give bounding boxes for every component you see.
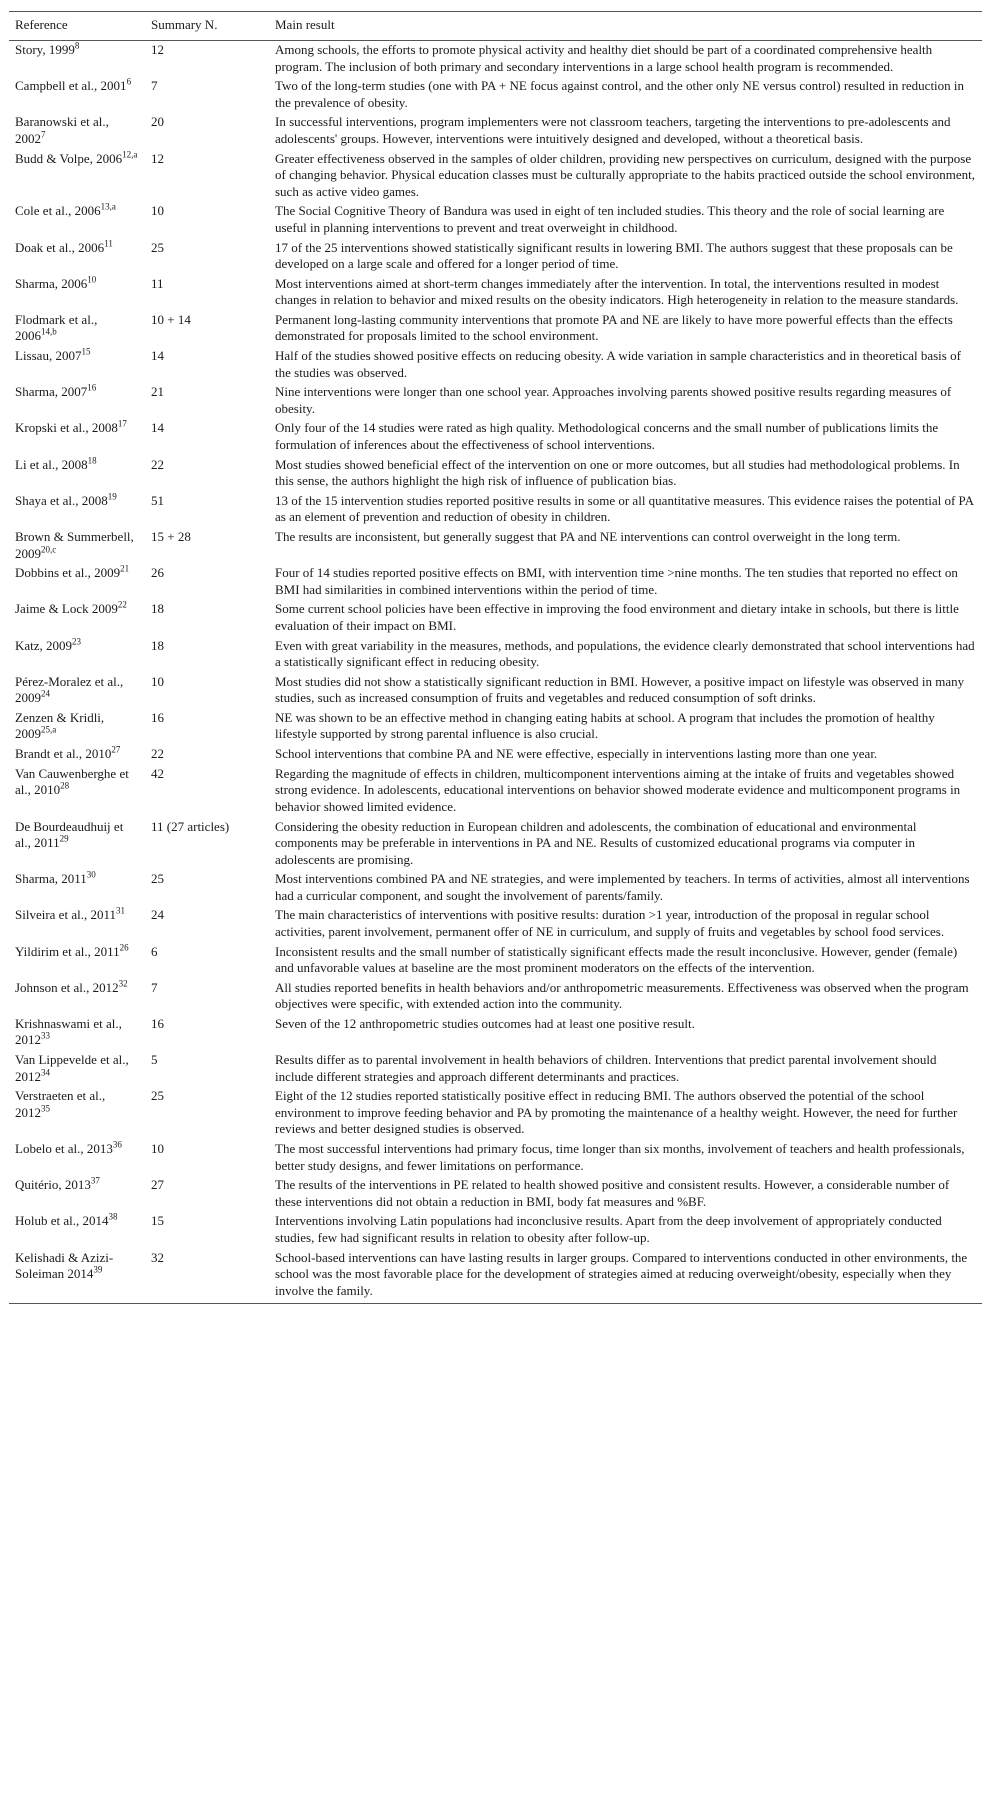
main-result-cell: The main characteristics of interventions with positive results: duration >1 year, introduction of the proposal in regular school activities, parent involvement, permanent offer of NE in curriculum, and supply of fruits and vegetables by school food services.	[275, 907, 945, 939]
summary-n-cell: 12	[151, 150, 164, 166]
summary-n-cell: 10	[151, 673, 164, 689]
table-row	[9, 491, 982, 527]
reference-text: Brown & Summerbell, 2009	[15, 529, 134, 561]
reference-citation: 34	[41, 1067, 50, 1078]
reference-cell	[9, 708, 145, 744]
reference-text: Sharma, 2006	[15, 275, 88, 291]
reference-cell	[9, 764, 145, 817]
summary-n-cell: 10	[151, 1141, 164, 1157]
main-result-cell: Some current school policies have been effective in improving the food environment and dietary intake in schools, but there is little evaluation of their impact on BMI.	[275, 601, 959, 633]
table-row	[9, 310, 982, 346]
summary-n-cell: 10	[151, 203, 164, 219]
reference-cell	[9, 202, 145, 238]
main-result-cell: Most interventions combined PA and NE strategies, and were implemented by teachers. In terms of activities, almost all interventions had a curricular component, and sought the involvement of parents/family.	[275, 871, 970, 903]
table-row	[9, 978, 982, 1014]
table-row	[9, 113, 982, 149]
reference-citation: 10	[87, 274, 97, 285]
table-row	[9, 1139, 982, 1175]
reference-citation: 22	[117, 600, 127, 611]
table-row	[9, 1176, 982, 1212]
summary-n-cell: 15 + 28	[151, 529, 191, 545]
reference-text: Yildirim et al., 2011	[15, 943, 120, 959]
main-result-cell: The most successful interventions had primary focus, time longer than six months, involvement of teachers and health professionals, better study designs, and fewer limitations on performance.	[275, 1141, 965, 1173]
main-result-cell: Even with great variability in the measures, methods, and populations, the evidence clearly demonstrated that school interventions had a statistically significant effect in reducing obesity.	[275, 637, 975, 670]
summary-n-cell: 27	[151, 1177, 164, 1193]
reference-citation: 12,a	[122, 149, 138, 160]
table-body	[9, 40, 982, 1304]
reference-citation: 35	[41, 1103, 50, 1114]
main-result-cell: Considering the obesity reduction in European children and adolescents, the combination of educational and environmental components may be preferable in interventions in PA and NE. Results of customized educational programs via computer in adolescents are promising.	[275, 818, 917, 867]
main-result-cell: Nine interventions were longer than one school year. Approaches involving parents showed positive results regarding measures of obesity.	[275, 384, 952, 416]
reference-cell	[9, 1087, 145, 1140]
reference-text: Silveira et al., 2011	[15, 907, 116, 923]
main-result-cell: 17 of the 25 interventions showed statistically significant results in lowering BMI. The authors suggest that these proposals can be developed on a large scale and offered for a longer period of time.	[275, 239, 953, 272]
reference-citation: 38	[108, 1212, 118, 1223]
table-row	[9, 1212, 982, 1248]
reference-text: Sharma, 2007	[15, 384, 88, 400]
summary-n-cell: 6	[151, 943, 158, 959]
table-row	[9, 149, 982, 202]
reference-citation: 11	[104, 238, 113, 249]
reference-cell	[9, 149, 145, 202]
summary-n-cell: 18	[151, 601, 164, 617]
reference-text: Lissau, 2007	[15, 348, 82, 364]
reference-citation: 32	[118, 978, 128, 989]
reference-text: Baranowski et al., 2002	[15, 114, 109, 146]
reference-citation: 24	[41, 688, 50, 699]
main-result-cell: Regarding the magnitude of effects in children, multicomponent interventions aiming at the intake of fruits and vegetables showed strong evidence. In adolescents, educational interventions on behavior showed moderate evidence and multicomponent programs in behavior showed limited evidence.	[275, 765, 961, 814]
reference-citation: 23	[72, 636, 82, 647]
table-row	[9, 419, 982, 455]
header-row	[9, 12, 982, 41]
reference-cell	[9, 40, 145, 77]
reference-cell	[9, 600, 145, 636]
main-result-cell: The Social Cognitive Theory of Bandura was used in eight of ten included studies. This theory and the role of social learning are useful in planning interventions to prevent and treat overweight in childhood.	[275, 203, 945, 235]
reference-cell	[9, 817, 145, 870]
summary-n-cell: 22	[151, 456, 164, 472]
reference-citation: 21	[120, 563, 130, 574]
reference-cell	[9, 1248, 145, 1304]
reference-cell	[9, 1212, 145, 1248]
table-row	[9, 942, 982, 978]
summary-n-cell: 16	[151, 1015, 164, 1031]
reference-citation: 29	[59, 833, 69, 844]
table-row	[9, 906, 982, 942]
reference-text: Van Cauwenberghe et al., 2010	[15, 765, 129, 798]
table-row	[9, 672, 982, 708]
header-summary-n: Summary N.	[145, 12, 269, 41]
main-result-cell: NE was shown to be an effective method in changing eating habits at school. A program that includes the promotion of healthy lifestyle supported by strong parental influence is also crucial.	[275, 709, 935, 742]
reference-text: Sharma, 2011	[15, 871, 87, 887]
summary-n-cell: 16	[151, 709, 164, 725]
reference-text: Brandt et al., 2010	[15, 746, 112, 762]
table-row	[9, 383, 982, 419]
reference-cell	[9, 238, 145, 274]
main-result-cell: Greater effectiveness observed in the samples of older children, providing new perspectives on curriculum, designed with the purpose of changing behavior. Physical education classes must be culturally appropriate to the habits practiced outside the school environment, such as active video games.	[275, 150, 976, 199]
summary-n-cell: 25	[151, 871, 164, 887]
table-row	[9, 870, 982, 906]
reference-text: Jaime & Lock 2009	[15, 601, 118, 617]
reference-cell	[9, 672, 145, 708]
reference-cell	[9, 1176, 145, 1212]
reference-text: Pérez-Moralez et al., 2009	[15, 673, 124, 706]
table-row	[9, 455, 982, 491]
reference-cell	[9, 274, 145, 310]
table-row	[9, 40, 982, 77]
reference-text: Kropski et al., 2008	[15, 420, 118, 436]
table-row	[9, 745, 982, 765]
main-result-cell: Eight of the 12 studies reported statistically positive effect in reducing BMI. The authors observed the potential of the school environment to improve feeding behavior and PA by promoting the maintenance of a healthy weight. However, the need for further reviews and better designed studies is observed.	[275, 1088, 958, 1137]
reference-cell	[9, 636, 145, 672]
reference-cell	[9, 1051, 145, 1087]
reference-cell	[9, 1014, 145, 1050]
main-result-cell: Inconsistent results and the small number of statistically significant effects made the result inconclusive. However, gender (female) and unfavorable values at baseline are the most prominent moderators on the effects of the intervention.	[275, 943, 958, 976]
reference-citation: 17	[117, 419, 127, 430]
reference-citation: 31	[115, 906, 125, 917]
reference-cell	[9, 419, 145, 455]
reference-text: Lobelo et al., 2013	[15, 1141, 113, 1157]
table-row	[9, 708, 982, 744]
main-result-cell: Two of the long-term studies (one with PA + NE focus against control, and the other only NE versus control) resulted in reduction in the prevalence of obesity.	[275, 78, 965, 110]
header-reference: Reference	[9, 12, 145, 41]
reference-cell	[9, 564, 145, 600]
reference-cell	[9, 906, 145, 942]
reference-cell	[9, 310, 145, 346]
main-result-cell: School-based interventions can have lasting results in larger groups. Compared to interventions conducted in other environments, the school was the most favorable place for the development of strategies aimed at reducing overweight/obesity, especially when they involve the family.	[269, 1248, 982, 1304]
summary-n-cell: 14	[151, 420, 164, 436]
reference-cell	[9, 942, 145, 978]
reference-citation: 30	[86, 869, 96, 880]
reference-citation: 6	[126, 76, 132, 87]
summary-n-cell: 7	[151, 979, 158, 995]
reference-text: Verstraeten et al., 2012	[15, 1088, 106, 1120]
reference-citation: 8	[74, 40, 80, 51]
reference-text: Johnson et al., 2012	[15, 979, 119, 995]
main-result-cell: Most studies did not show a statistically significant reduction in BMI. However, a positive impact on lifestyle was observed in many studies, such as increased consumption of fruits and vegetables and reduced consumption of soft drinks.	[275, 673, 965, 706]
reference-cell	[9, 870, 145, 906]
summary-n-cell: 15	[151, 1213, 164, 1229]
reference-text: Holub et al., 2014	[15, 1213, 109, 1229]
table-row	[9, 764, 982, 817]
table-row	[9, 1248, 982, 1304]
reference-citation: 13,a	[100, 202, 116, 213]
table-row	[9, 817, 982, 870]
reference-text: Story, 1999	[15, 42, 75, 58]
summary-n-cell: 32	[145, 1248, 269, 1304]
main-result-cell: Results differ as to parental involvement in health behaviors of children. Interventions that predict parental involvement should include different strategies and approach different determinants and practices.	[275, 1052, 937, 1084]
reference-citation: 28	[60, 781, 70, 792]
table-row	[9, 1014, 982, 1050]
reference-cell	[9, 77, 145, 113]
table-row	[9, 202, 982, 238]
reference-citation: 36	[112, 1139, 122, 1150]
summary-n-cell: 22	[151, 746, 164, 762]
reference-text: Kelishadi & Azizi-Soleiman 2014	[15, 1249, 114, 1282]
reference-citation: 37	[90, 1175, 100, 1186]
summary-n-cell: 51	[151, 492, 164, 508]
main-result-cell: Most studies showed beneficial effect of the intervention on one or more outcomes, but all studies had methodological problems. In this sense, the authors highlight the high risk of influence of publication bias.	[275, 456, 960, 489]
main-result-cell: Interventions involving Latin populations had inconclusive results. Apart from the deep involvement of appropriately conducted studies, few had significant results in relation to obesity after follow-up.	[275, 1213, 942, 1245]
summary-n-cell: 14	[151, 348, 164, 364]
main-result-cell: Permanent long-lasting community interventions that promote PA and NE are likely to have more powerful effects than the effects demonstrated for proposals limited to the school environment.	[275, 311, 953, 344]
summary-n-cell: 20	[151, 114, 164, 130]
summary-n-cell: 12	[151, 42, 164, 58]
reference-citation: 7	[41, 129, 46, 140]
table-row	[9, 564, 982, 600]
reference-cell	[9, 1139, 145, 1175]
reference-text: Van Lippevelde et al., 2012	[15, 1052, 129, 1084]
reference-text: Budd & Volpe, 2006	[15, 150, 123, 166]
reference-text: Campbell et al., 2001	[15, 78, 127, 94]
table-row	[9, 77, 982, 113]
reference-citation: 16	[87, 382, 97, 393]
table-row	[9, 238, 982, 274]
summary-n-cell: 10 + 14	[151, 311, 191, 327]
reference-citation: 25,a	[41, 725, 57, 736]
reference-citation: 27	[111, 744, 121, 755]
table-row	[9, 274, 982, 310]
reference-citation: 19	[107, 491, 117, 502]
reference-cell	[9, 978, 145, 1014]
reference-citation: 14,b	[41, 327, 57, 338]
reference-text: Quitério, 2013	[15, 1177, 91, 1193]
main-result-cell: Half of the studies showed positive effects on reducing obesity. A wide variation in sample characteristics and in theoretical basis of the studies was observed.	[275, 348, 961, 380]
summary-n-cell: 5	[151, 1052, 158, 1068]
reference-text: Cole et al., 2006	[15, 203, 101, 219]
reference-text: Li et al., 2008	[15, 456, 88, 472]
reference-citation: 20,c	[41, 544, 57, 555]
reference-cell	[9, 527, 145, 563]
reference-citation: 26	[119, 942, 129, 953]
main-result-cell: Among schools, the efforts to promote physical activity and healthy diet should be part of a coordinated comprehensive health program. The inclusion of both primary and secondary interventions in a large school health program is recommended.	[275, 42, 933, 74]
summary-n-cell: 25	[151, 239, 164, 255]
table-row	[9, 527, 982, 563]
main-result-cell: School interventions that combine PA and NE were effective, especially in interventions lasting more than one year.	[275, 746, 878, 762]
reference-text: Krishnaswami et al., 2012	[15, 1015, 122, 1048]
summary-n-cell: 21	[151, 384, 164, 400]
table-row	[9, 347, 982, 383]
summary-n-cell: 42	[151, 765, 164, 781]
table-row	[9, 1087, 982, 1140]
reference-cell	[9, 455, 145, 491]
summary-n-cell: 11	[151, 275, 164, 291]
main-result-cell: In successful interventions, program implementers were not classroom teachers, targeting the interventions to pre-adolescents and adolescents' groups. However, interventions were intuitively designed and developed, without a theoretical basis.	[275, 114, 951, 146]
table-row	[9, 600, 982, 636]
reference-citation: 15	[81, 346, 91, 357]
main-result-cell: Only four of the 14 studies were rated as high quality. Methodological concerns and the small number of publications limits the formulation of inferences about the effectiveness of school interventions.	[275, 420, 939, 452]
table-container	[9, 11, 982, 1304]
reference-text: Flodmark et al., 2006	[15, 311, 98, 344]
summary-n-cell: 18	[151, 637, 164, 653]
summary-n-cell: 11 (27 articles)	[151, 818, 230, 834]
results-table	[9, 11, 982, 1304]
main-result-cell: 13 of the 15 intervention studies reported positive results in some or all quantitative measures. This evidence raises the potential of PA as an element of prevention and reduction of obesity in children.	[275, 492, 974, 525]
summary-n-cell: 24	[151, 907, 164, 923]
reference-text: De Bourdeaudhuij et al., 2011	[15, 818, 124, 851]
table-row	[9, 1051, 982, 1087]
main-result-cell: All studies reported benefits in health behaviors and/or anthropometric measurements. Effectiveness was observed when the program objectives were specific, with extended action into the community.	[275, 979, 969, 1012]
reference-text: Zenzen & Kridli, 2009	[15, 709, 105, 742]
summary-n-cell: 25	[151, 1088, 164, 1104]
summary-n-cell: 26	[151, 565, 164, 581]
reference-cell	[9, 491, 145, 527]
table-row	[9, 636, 982, 672]
reference-citation: 39	[93, 1264, 103, 1275]
main-result-cell: Seven of the 12 anthropometric studies outcomes had at least one positive result.	[275, 1015, 695, 1031]
reference-cell	[9, 113, 145, 149]
reference-cell	[9, 383, 145, 419]
reference-citation: 18	[87, 455, 97, 466]
main-result-cell: Most interventions aimed at short-term changes immediately after the intervention. In total, the interventions resulted in modest changes in relation to behavior and mixed results on the obesity indicators. High heterogeneity in relation to the measure standards.	[275, 275, 959, 308]
reference-text: Shaya et al., 2008	[15, 492, 108, 508]
reference-cell	[9, 745, 145, 765]
main-result-cell: Four of 14 studies reported positive effects on BMI, with intervention time >nine months. The ten studies that reported no effect on BMI had similarities in combined interventions within the period of time.	[275, 565, 958, 597]
summary-n-cell: 7	[151, 78, 158, 94]
reference-cell	[9, 347, 145, 383]
main-result-cell: The results of the interventions in PE related to health showed positive and consistent results. However, a considerable number of these interventions did not obtain a reduction in BMI, body fat measures and %BF.	[275, 1177, 950, 1209]
reference-text: Katz, 2009	[15, 637, 73, 653]
header-main-result: Main result	[269, 12, 982, 41]
main-result-cell: The results are inconsistent, but generally suggest that PA and NE interventions can control overweight in the long term.	[275, 529, 901, 545]
reference-text: Doak et al., 2006	[15, 239, 105, 255]
reference-citation: 33	[41, 1031, 50, 1042]
reference-text: Dobbins et al., 2009	[15, 565, 121, 581]
